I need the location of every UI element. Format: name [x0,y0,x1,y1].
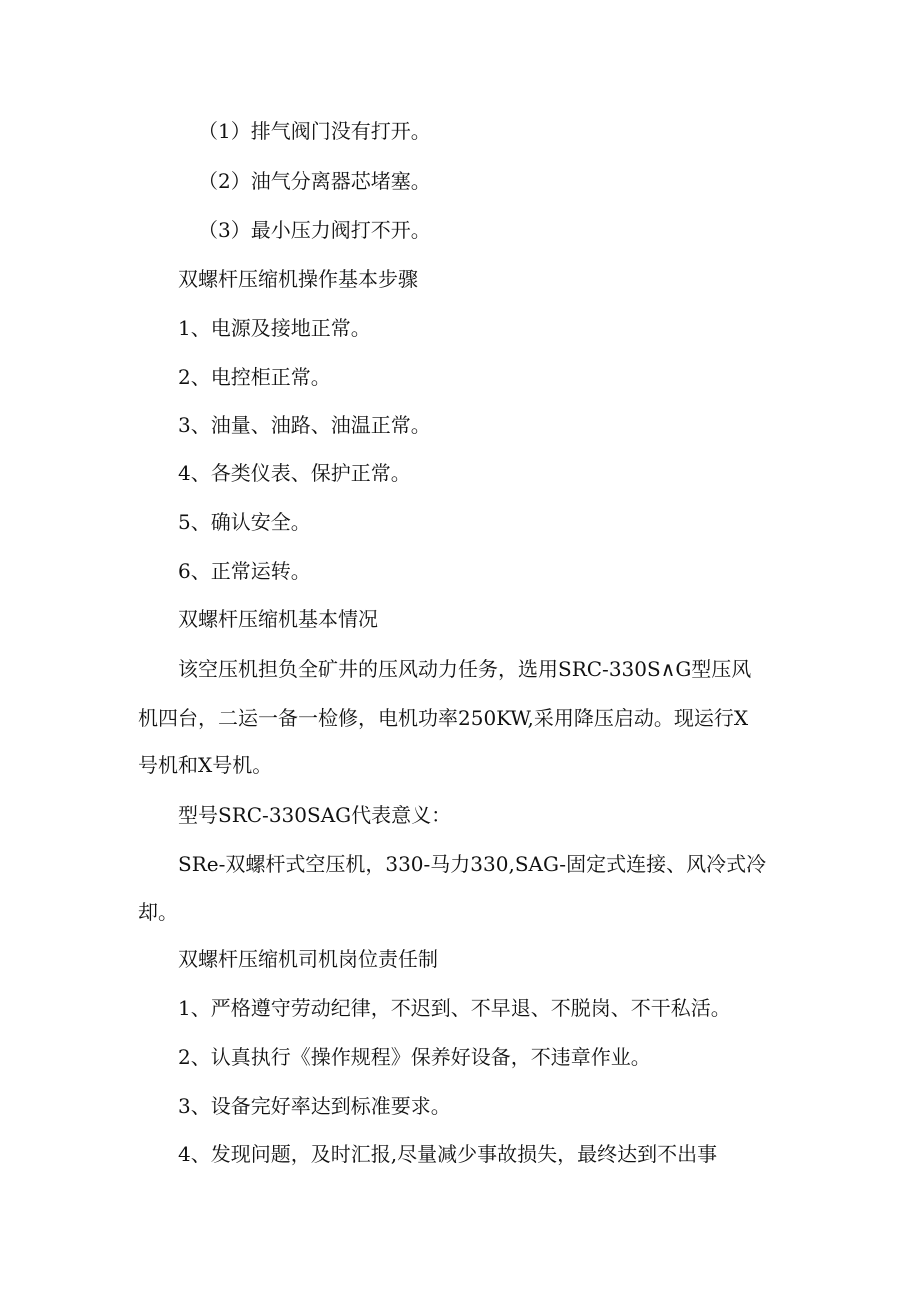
duty-item: 3、设备完好率达到标准要求。 [178,1094,451,1118]
section-heading-duties: 双螺杆压缩机司机岗位责任制 [178,947,438,971]
fault-item: （2）油气分离器芯堵塞。 [198,169,431,193]
step-item: 1、电源及接地正常。 [178,316,371,340]
step-item: 2、电控柜正常。 [178,365,331,389]
duty-item: 1、严格遵守劳动纪律，不迟到、不早退、不脱岗、不干私活。 [178,996,731,1020]
duty-item: 4、发现问题，及时汇报,尽量减少事故损失，最终达到不出事 [178,1142,718,1166]
paragraph-line: 机四台，二运一备一检修，电机功率250KW,采用降压启动。现运行X [138,706,749,730]
step-item: 3、油量、油路、油温正常。 [178,413,431,437]
step-item: 6、正常运转。 [178,559,311,583]
fault-item: （1）排气阀门没有打开。 [198,119,431,143]
section-heading-basic-info: 双螺杆压缩机基本情况 [178,607,378,631]
duty-item: 2、认真执行《操作规程》保养好设备，不违章作业。 [178,1045,651,1069]
paragraph-line: 号机和X号机。 [138,753,273,777]
paragraph-line: 该空压机担负全矿井的压风动力任务，选用SRC-330S∧G型压风 [178,657,752,681]
step-item: 5、确认安全。 [178,510,311,534]
paragraph-line: 型号SRC-330SAG代表意义： [178,803,452,827]
paragraph-line: 却。 [138,900,178,924]
paragraph-line: SRe-双螺杆式空压机，330-马力330,SAG-固定式连接、风冷式冷 [178,852,767,876]
fault-item: （3）最小压力阀打不开。 [198,218,431,242]
section-heading-operation-steps: 双螺杆压缩机操作基本步骤 [178,267,418,291]
step-item: 4、各类仪表、保护正常。 [178,461,411,485]
